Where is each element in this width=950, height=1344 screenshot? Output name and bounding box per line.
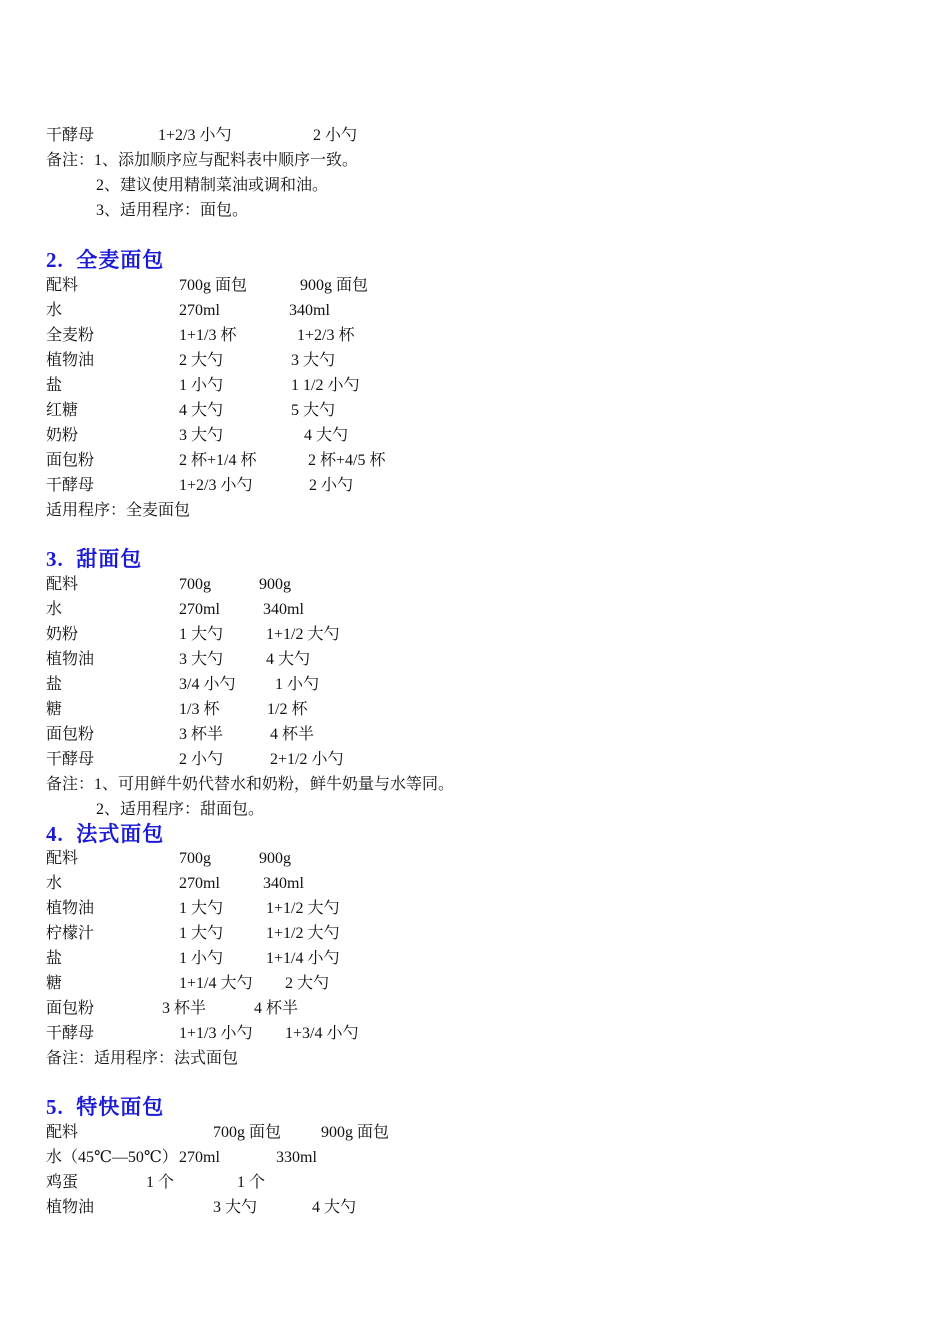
program-note: 备注：适用程序：法式面包 [46, 1050, 239, 1067]
ingredient-name: 全麦粉 [46, 327, 95, 344]
amount-900g: 340ml [263, 875, 304, 892]
amount-700g: 3 杯半 [162, 1000, 207, 1017]
ingredient-name: 植物油 [46, 900, 95, 917]
ingredient-name: 植物油 [46, 352, 95, 369]
amount-900g: 330ml [276, 1149, 317, 1166]
program-note: 适用程序：全麦面包 [46, 502, 191, 519]
amount-700g: 1+1/4 大勺 [179, 975, 253, 992]
amount-700g: 1 个 [146, 1174, 175, 1191]
amount-700g: 2 杯+1/4 杯 [179, 452, 257, 469]
ingredient-name: 面包粉 [46, 726, 95, 743]
amount-900g: 4 大勺 [304, 427, 349, 444]
amount-700g: 1+2/3 小勺 [158, 127, 232, 144]
amount-900g: 1+3/4 小勺 [285, 1025, 359, 1042]
amount-700g: 4 大勺 [179, 402, 224, 419]
ingredient-name: 干酵母 [46, 751, 95, 768]
ingredient-name: 干酵母 [46, 1025, 95, 1042]
amount-700g: 3 杯半 [179, 726, 224, 743]
ingredient-name: 奶粉 [46, 427, 79, 444]
ingredient-name: 柠檬汁 [46, 925, 95, 942]
amount-700g: 1/3 杯 [179, 701, 220, 718]
amount-900g: 900g [259, 850, 291, 867]
amount-700g: 1 大勺 [179, 900, 224, 917]
ingredient-name: 干酵母 [46, 477, 95, 494]
note-line: 2、建议使用精制菜油或调和油。 [96, 177, 329, 194]
amount-700g: 1 小勺 [179, 950, 224, 967]
ingredient-name: 配料 [46, 576, 79, 593]
amount-900g: 1+1/2 大勺 [266, 900, 340, 917]
ingredient-name: 鸡蛋 [46, 1174, 79, 1191]
amount-900g: 2 小勺 [309, 477, 354, 494]
amount-900g: 4 大勺 [312, 1199, 357, 1216]
amount-700g: 3 大勺 [179, 427, 224, 444]
section-title-express: 5. 特快面包 [46, 1095, 165, 1119]
ingredient-name: 盐 [46, 950, 63, 967]
amount-700g: 1+1/3 杯 [179, 327, 237, 344]
amount-900g: 1/2 杯 [267, 701, 308, 718]
amount-900g: 3 大勺 [291, 352, 336, 369]
note-line: 备注：1、添加顺序应与配料表中顺序一致。 [46, 152, 359, 169]
ingredient-name: 水（45℃—50℃） [46, 1149, 178, 1166]
amount-700g: 1 大勺 [179, 626, 224, 643]
amount-900g: 2 杯+4/5 杯 [308, 452, 386, 469]
amount-900g: 4 杯半 [270, 726, 315, 743]
amount-700g: 700g [179, 850, 211, 867]
amount-700g: 270ml [179, 601, 220, 618]
ingredient-name: 水 [46, 875, 63, 892]
ingredient-name: 红糖 [46, 402, 79, 419]
amount-700g: 2 大勺 [179, 352, 224, 369]
amount-900g: 4 大勺 [266, 651, 311, 668]
section-title-sweet: 3. 甜面包 [46, 547, 143, 571]
amount-900g: 340ml [289, 302, 330, 319]
ingredient-name: 配料 [46, 850, 79, 867]
amount-900g: 2 小勺 [313, 127, 358, 144]
note-line: 备注：1、可用鲜牛奶代替水和奶粉，鲜牛奶量与水等同。 [46, 776, 455, 793]
ingredient-name: 水 [46, 302, 63, 319]
amount-700g: 1 大勺 [179, 925, 224, 942]
ingredient-name: 植物油 [46, 1199, 95, 1216]
section-title-whole-wheat: 2. 全麦面包 [46, 248, 165, 272]
ingredient-name: 奶粉 [46, 626, 79, 643]
ingredient-name: 植物油 [46, 651, 95, 668]
amount-900g: 1 小勺 [275, 676, 320, 693]
amount-900g: 2 大勺 [285, 975, 330, 992]
amount-700g: 3/4 小勺 [179, 676, 236, 693]
ingredient-name: 干酵母 [46, 127, 95, 144]
amount-900g: 1+1/2 大勺 [266, 626, 340, 643]
ingredient-name: 配料 [46, 277, 79, 294]
amount-700g: 270ml [179, 1149, 220, 1166]
amount-900g: 900g 面包 [321, 1124, 390, 1141]
ingredient-name: 糖 [46, 701, 63, 718]
amount-900g: 900g 面包 [300, 277, 369, 294]
ingredient-name: 水 [46, 601, 63, 618]
note-line: 3、适用程序：面包。 [96, 202, 249, 219]
amount-700g: 270ml [179, 302, 220, 319]
amount-900g: 900g [259, 576, 291, 593]
ingredient-name: 面包粉 [46, 452, 95, 469]
ingredient-name: 配料 [46, 1124, 79, 1141]
ingredient-name: 面包粉 [46, 1000, 95, 1017]
amount-700g: 700g 面包 [179, 277, 248, 294]
amount-900g: 1 个 [237, 1174, 266, 1191]
ingredient-name: 盐 [46, 676, 63, 693]
amount-700g: 3 大勺 [179, 651, 224, 668]
amount-700g: 1+1/3 小勺 [179, 1025, 253, 1042]
amount-900g: 4 杯半 [254, 1000, 299, 1017]
amount-900g: 1+1/2 大勺 [266, 925, 340, 942]
ingredient-name: 糖 [46, 975, 63, 992]
amount-700g: 2 小勺 [179, 751, 224, 768]
section-title-french: 4. 法式面包 [46, 822, 165, 846]
ingredient-name: 盐 [46, 377, 63, 394]
amount-900g: 1+1/4 小勺 [266, 950, 340, 967]
amount-700g: 700g [179, 576, 211, 593]
amount-900g: 5 大勺 [291, 402, 336, 419]
amount-900g: 1 1/2 小勺 [291, 377, 360, 394]
amount-700g: 1+2/3 小勺 [179, 477, 253, 494]
amount-900g: 340ml [263, 601, 304, 618]
amount-900g: 1+2/3 杯 [297, 327, 355, 344]
note-line: 2、适用程序：甜面包。 [96, 801, 265, 818]
amount-900g: 2+1/2 小勺 [270, 751, 344, 768]
amount-700g: 1 小勺 [179, 377, 224, 394]
amount-700g: 3 大勺 [213, 1199, 258, 1216]
amount-700g: 700g 面包 [213, 1124, 282, 1141]
amount-700g: 270ml [179, 875, 220, 892]
